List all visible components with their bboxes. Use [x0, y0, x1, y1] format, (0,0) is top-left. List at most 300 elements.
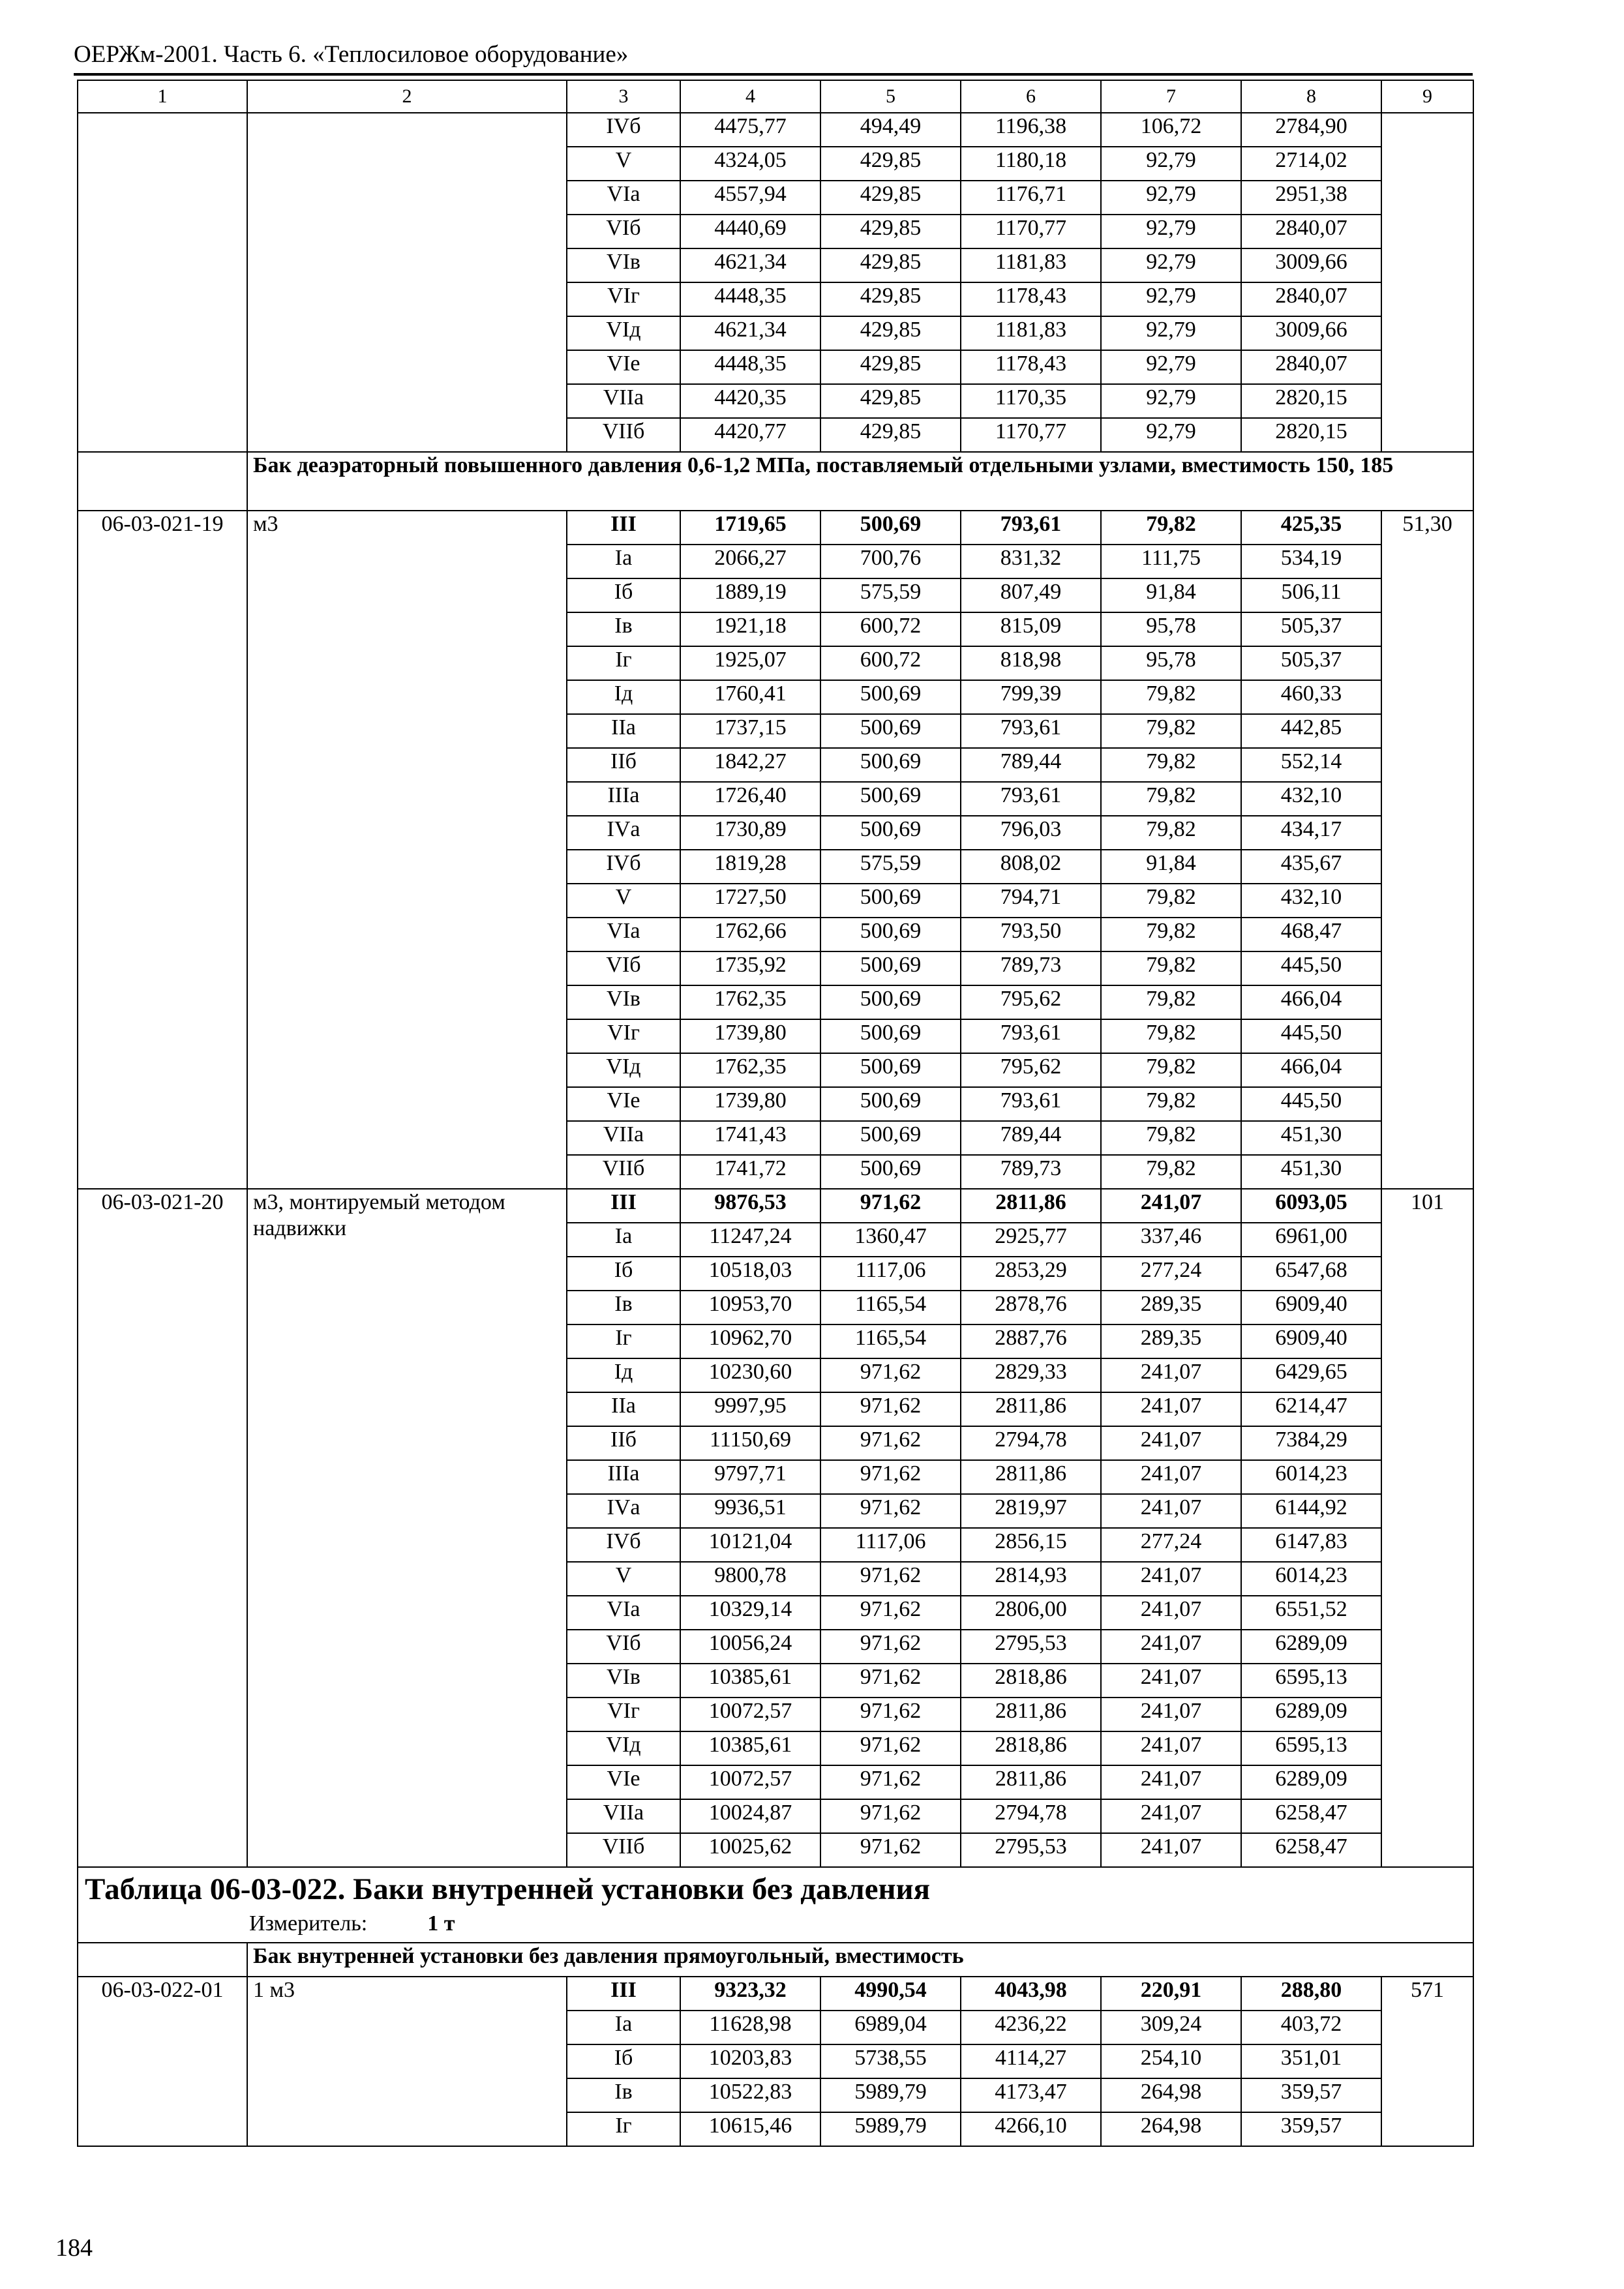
machinist-wages: 254,10 [1101, 2044, 1241, 2078]
zone-code: VIе [567, 350, 680, 384]
zone-code: III [567, 1977, 680, 2011]
materials-cost: 435,67 [1241, 850, 1381, 884]
labor-wages: 429,85 [820, 282, 961, 316]
table-title: Таблица 06-03-022. Баки внутренней установки без давления [78, 1867, 1473, 1911]
zone-code: Iг [567, 646, 680, 680]
materials-cost: 432,10 [1241, 884, 1381, 918]
zone-code: VIIб [567, 418, 680, 452]
labor-wages: 1165,54 [820, 1291, 961, 1324]
machine-cost: 831,32 [961, 545, 1101, 578]
total-cost: 10072,57 [680, 1698, 820, 1731]
machine-cost: 793,50 [961, 918, 1101, 951]
machine-cost: 2811,86 [961, 1460, 1101, 1494]
machinist-wages: 79,82 [1101, 884, 1241, 918]
total-cost: 4420,77 [680, 418, 820, 452]
total-cost: 10056,24 [680, 1630, 820, 1664]
zone-code: VIе [567, 1765, 680, 1799]
machinist-wages: 92,79 [1101, 316, 1241, 350]
labor-wages: 971,62 [820, 1765, 961, 1799]
machinist-wages: 241,07 [1101, 1799, 1241, 1833]
machinist-wages: 79,82 [1101, 680, 1241, 714]
labor-wages: 971,62 [820, 1630, 961, 1664]
labor-wages: 429,85 [820, 181, 961, 215]
labor-wages: 500,69 [820, 816, 961, 850]
machine-cost: 2811,86 [961, 1189, 1101, 1223]
item-mass: 101 [1381, 1189, 1473, 1867]
zone-code: Iа [567, 2011, 680, 2044]
zone-code: VIг [567, 1698, 680, 1731]
column-number-row [78, 80, 1473, 113]
machinist-wages: 79,82 [1101, 782, 1241, 816]
materials-cost: 288,80 [1241, 1977, 1381, 2011]
zone-code: VIа [567, 918, 680, 951]
total-cost: 1741,43 [680, 1121, 820, 1155]
machine-cost: 807,49 [961, 578, 1101, 612]
total-cost: 2066,27 [680, 545, 820, 578]
zone-code: VIд [567, 1731, 680, 1765]
machine-cost: 789,44 [961, 1121, 1101, 1155]
machinist-wages: 79,82 [1101, 714, 1241, 748]
materials-cost: 466,04 [1241, 985, 1381, 1019]
machine-cost: 1180,18 [961, 147, 1101, 181]
total-cost: 9323,32 [680, 1977, 820, 2011]
empty-mass-cell [1381, 113, 1473, 452]
machinist-wages: 91,84 [1101, 578, 1241, 612]
total-cost: 10329,14 [680, 1596, 820, 1630]
labor-wages: 5738,55 [820, 2044, 961, 2078]
empty-code-cell [78, 113, 247, 452]
labor-wages: 5989,79 [820, 2078, 961, 2112]
zone-code: VIв [567, 1664, 680, 1698]
materials-cost: 6909,40 [1241, 1291, 1381, 1324]
item-20-row [78, 1189, 1473, 1223]
materials-cost: 451,30 [1241, 1155, 1381, 1189]
machine-cost: 1170,35 [961, 384, 1101, 418]
labor-wages: 500,69 [820, 748, 961, 782]
machinist-wages: 92,79 [1101, 282, 1241, 316]
zone-code: Iд [567, 680, 680, 714]
zone-code: VIIа [567, 1799, 680, 1833]
machinist-wages: 79,82 [1101, 1155, 1241, 1189]
total-cost: 10385,61 [680, 1664, 820, 1698]
measure-cell [78, 1911, 1473, 1943]
total-cost: 10522,83 [680, 2078, 820, 2112]
total-cost: 4448,35 [680, 350, 820, 384]
section-spacer-cell [78, 452, 247, 511]
total-cost: 1730,89 [680, 816, 820, 850]
labor-wages: 971,62 [820, 1392, 961, 1426]
machinist-wages: 92,79 [1101, 215, 1241, 248]
labor-wages: 1360,47 [820, 1223, 961, 1257]
machine-cost: 793,61 [961, 511, 1101, 545]
item-code: 06-03-021-19 [78, 511, 247, 1189]
machinist-wages: 241,07 [1101, 1358, 1241, 1392]
labor-wages: 429,85 [820, 316, 961, 350]
machine-cost: 4266,10 [961, 2112, 1101, 2146]
total-cost: 1889,19 [680, 578, 820, 612]
materials-cost: 6014,23 [1241, 1562, 1381, 1596]
column-number: 4 [680, 80, 820, 113]
labor-wages: 500,69 [820, 1087, 961, 1121]
materials-cost: 445,50 [1241, 1019, 1381, 1053]
zone-code: IVб [567, 113, 680, 147]
machine-cost: 2794,78 [961, 1426, 1101, 1460]
labor-wages: 971,62 [820, 1426, 961, 1460]
machine-cost: 2887,76 [961, 1324, 1101, 1358]
machine-cost: 1181,83 [961, 316, 1101, 350]
materials-cost: 6014,23 [1241, 1460, 1381, 1494]
materials-cost: 2784,90 [1241, 113, 1381, 147]
machinist-wages: 241,07 [1101, 1460, 1241, 1494]
total-cost: 10962,70 [680, 1324, 820, 1358]
labor-wages: 429,85 [820, 418, 961, 452]
total-cost: 9936,51 [680, 1494, 820, 1528]
total-cost: 1762,35 [680, 1053, 820, 1087]
machinist-wages: 79,82 [1101, 1121, 1241, 1155]
zone-code: IIIа [567, 782, 680, 816]
zone-code: V [567, 1562, 680, 1596]
zone-code: VIд [567, 1053, 680, 1087]
total-cost: 1925,07 [680, 646, 820, 680]
machinist-wages: 91,84 [1101, 850, 1241, 884]
machine-cost: 2853,29 [961, 1257, 1101, 1291]
materials-cost: 451,30 [1241, 1121, 1381, 1155]
total-cost: 10953,70 [680, 1291, 820, 1324]
zone-code: VIд [567, 316, 680, 350]
zone-code: Iб [567, 2044, 680, 2078]
machine-cost: 793,61 [961, 714, 1101, 748]
machinist-wages: 79,82 [1101, 511, 1241, 545]
machine-cost: 1196,38 [961, 113, 1101, 147]
total-cost: 1739,80 [680, 1087, 820, 1121]
labor-wages: 500,69 [820, 1155, 961, 1189]
labor-wages: 971,62 [820, 1189, 961, 1223]
materials-cost: 351,01 [1241, 2044, 1381, 2078]
machine-cost: 2925,77 [961, 1223, 1101, 1257]
machinist-wages: 241,07 [1101, 1189, 1241, 1223]
total-cost: 9997,95 [680, 1392, 820, 1426]
machine-cost: 2806,00 [961, 1596, 1101, 1630]
total-cost: 11247,24 [680, 1223, 820, 1257]
total-cost: 1842,27 [680, 748, 820, 782]
labor-wages: 500,69 [820, 985, 961, 1019]
materials-cost: 6258,47 [1241, 1799, 1381, 1833]
materials-cost: 403,72 [1241, 2011, 1381, 2044]
total-cost: 1762,66 [680, 918, 820, 951]
total-cost: 4621,34 [680, 316, 820, 350]
total-cost: 10024,87 [680, 1799, 820, 1833]
materials-cost: 6961,00 [1241, 1223, 1381, 1257]
machine-cost: 789,73 [961, 1155, 1101, 1189]
machine-cost: 793,61 [961, 782, 1101, 816]
labor-wages: 500,69 [820, 1121, 961, 1155]
total-cost: 10615,46 [680, 2112, 820, 2146]
machinist-wages: 111,75 [1101, 545, 1241, 578]
zone-code: Iд [567, 1358, 680, 1392]
materials-cost: 466,04 [1241, 1053, 1381, 1087]
machine-cost: 4043,98 [961, 1977, 1101, 2011]
total-cost: 10203,83 [680, 2044, 820, 2078]
total-cost: 4621,34 [680, 248, 820, 282]
labor-wages: 971,62 [820, 1731, 961, 1765]
zone-code: Iб [567, 1257, 680, 1291]
labor-wages: 429,85 [820, 384, 961, 418]
labor-wages: 700,76 [820, 545, 961, 578]
machine-cost: 793,61 [961, 1019, 1101, 1053]
labor-wages: 971,62 [820, 1596, 961, 1630]
machine-cost: 4173,47 [961, 2078, 1101, 2112]
labor-wages: 971,62 [820, 1799, 961, 1833]
total-cost: 4448,35 [680, 282, 820, 316]
machinist-wages: 264,98 [1101, 2078, 1241, 2112]
machinist-wages: 241,07 [1101, 1731, 1241, 1765]
materials-cost: 6289,09 [1241, 1765, 1381, 1799]
machine-cost: 2811,86 [961, 1392, 1101, 1426]
total-cost: 10230,60 [680, 1358, 820, 1392]
labor-wages: 500,69 [820, 918, 961, 951]
labor-wages: 429,85 [820, 147, 961, 181]
section-heading: Бак деаэраторный повышенного давления 0,6-1,2 МПа, поставляемый отдельными узлами, вместимость 150, 185 [247, 452, 1473, 511]
machinist-wages: 289,35 [1101, 1324, 1241, 1358]
machine-cost: 2794,78 [961, 1799, 1101, 1833]
labor-wages: 575,59 [820, 578, 961, 612]
total-cost: 1727,50 [680, 884, 820, 918]
machinist-wages: 95,78 [1101, 612, 1241, 646]
materials-cost: 6595,13 [1241, 1664, 1381, 1698]
total-cost: 10121,04 [680, 1528, 820, 1562]
total-cost: 1741,72 [680, 1155, 820, 1189]
machinist-wages: 79,82 [1101, 1087, 1241, 1121]
zone-code: VIIа [567, 1121, 680, 1155]
section-spacer-cell [78, 1943, 247, 1977]
zone-code: IIа [567, 1392, 680, 1426]
machinist-wages: 92,79 [1101, 384, 1241, 418]
labor-wages: 500,69 [820, 884, 961, 918]
total-cost: 4324,05 [680, 147, 820, 181]
machinist-wages: 92,79 [1101, 248, 1241, 282]
materials-cost: 6595,13 [1241, 1731, 1381, 1765]
machinist-wages: 79,82 [1101, 1053, 1241, 1087]
machine-cost: 1170,77 [961, 215, 1101, 248]
zone-code: IIб [567, 748, 680, 782]
machine-cost: 2819,97 [961, 1494, 1101, 1528]
labor-wages: 500,69 [820, 680, 961, 714]
total-cost: 10385,61 [680, 1731, 820, 1765]
machinist-wages: 95,78 [1101, 646, 1241, 680]
machine-cost: 2811,86 [961, 1765, 1101, 1799]
measure-value: 1 т [427, 1911, 455, 1936]
materials-cost: 506,11 [1241, 578, 1381, 612]
materials-cost: 468,47 [1241, 918, 1381, 951]
machine-cost: 2878,76 [961, 1291, 1101, 1324]
machinist-wages: 289,35 [1101, 1291, 1241, 1324]
zone-code: VIб [567, 951, 680, 985]
materials-cost: 552,14 [1241, 748, 1381, 782]
zone-code: Iв [567, 2078, 680, 2112]
materials-cost: 6547,68 [1241, 1257, 1381, 1291]
machine-cost: 1178,43 [961, 350, 1101, 384]
labor-wages: 971,62 [820, 1358, 961, 1392]
total-cost: 4420,35 [680, 384, 820, 418]
machinist-wages: 79,82 [1101, 918, 1241, 951]
item-code: 06-03-021-20 [78, 1189, 247, 1867]
machinist-wages: 241,07 [1101, 1698, 1241, 1731]
zone-code: VIIа [567, 384, 680, 418]
machinist-wages: 79,82 [1101, 748, 1241, 782]
item-name: м3, монтируемый методом надвижки [247, 1189, 567, 1867]
machinist-wages: 277,24 [1101, 1257, 1241, 1291]
materials-cost: 359,57 [1241, 2112, 1381, 2146]
column-number: 5 [820, 80, 961, 113]
total-cost: 9876,53 [680, 1189, 820, 1223]
column-number: 3 [567, 80, 680, 113]
materials-cost: 2840,07 [1241, 282, 1381, 316]
labor-wages: 971,62 [820, 1664, 961, 1698]
labor-wages: 429,85 [820, 350, 961, 384]
machinist-wages: 241,07 [1101, 1765, 1241, 1799]
zone-code: IVа [567, 1494, 680, 1528]
total-cost: 9797,71 [680, 1460, 820, 1494]
column-number: 7 [1101, 80, 1241, 113]
machine-cost: 2856,15 [961, 1528, 1101, 1562]
header-rule [74, 73, 1473, 76]
materials-cost: 505,37 [1241, 646, 1381, 680]
total-cost: 1762,35 [680, 985, 820, 1019]
zone-code: IIа [567, 714, 680, 748]
labor-wages: 429,85 [820, 248, 961, 282]
machine-cost: 2818,86 [961, 1664, 1101, 1698]
materials-cost: 2820,15 [1241, 384, 1381, 418]
materials-cost: 6258,47 [1241, 1833, 1381, 1867]
empty-name-cell [247, 113, 567, 452]
zone-code: VIIб [567, 1833, 680, 1867]
column-number: 8 [1241, 80, 1381, 113]
machinist-wages: 79,82 [1101, 816, 1241, 850]
zone-code: IIб [567, 1426, 680, 1460]
total-cost: 9800,78 [680, 1562, 820, 1596]
machinist-wages: 79,82 [1101, 1019, 1241, 1053]
machine-cost: 818,98 [961, 646, 1101, 680]
total-cost: 1760,41 [680, 680, 820, 714]
machine-cost: 795,62 [961, 1053, 1101, 1087]
labor-wages: 500,69 [820, 951, 961, 985]
zone-code: VIг [567, 282, 680, 316]
machine-cost: 2811,86 [961, 1698, 1101, 1731]
materials-cost: 505,37 [1241, 612, 1381, 646]
item-name: 1 м3 [247, 1977, 567, 2146]
total-cost: 10025,62 [680, 1833, 820, 1867]
machine-cost: 796,03 [961, 816, 1101, 850]
materials-cost: 6289,09 [1241, 1698, 1381, 1731]
total-cost: 10072,57 [680, 1765, 820, 1799]
machinist-wages: 277,24 [1101, 1528, 1241, 1562]
machinist-wages: 106,72 [1101, 113, 1241, 147]
column-number: 2 [247, 80, 567, 113]
machinist-wages: 241,07 [1101, 1630, 1241, 1664]
measure-row [78, 1911, 1473, 1943]
total-cost: 1739,80 [680, 1019, 820, 1053]
machine-cost: 2818,86 [961, 1731, 1101, 1765]
zone-code: Iа [567, 1223, 680, 1257]
page-header-title: ОЕРЖм-2001. Часть 6. «Теплосиловое оборудование» [74, 41, 629, 68]
zone-code: VIв [567, 985, 680, 1019]
zone-code: IVа [567, 816, 680, 850]
materials-cost: 442,85 [1241, 714, 1381, 748]
machine-cost: 1178,43 [961, 282, 1101, 316]
machine-cost: 789,73 [961, 951, 1101, 985]
labor-wages: 971,62 [820, 1698, 961, 1731]
materials-cost: 6093,05 [1241, 1189, 1381, 1223]
machine-cost: 1170,77 [961, 418, 1101, 452]
machinist-wages: 92,79 [1101, 418, 1241, 452]
machinist-wages: 92,79 [1101, 181, 1241, 215]
zone-code: IVб [567, 850, 680, 884]
labor-wages: 494,49 [820, 113, 961, 147]
materials-cost: 2951,38 [1241, 181, 1381, 215]
materials-cost: 445,50 [1241, 951, 1381, 985]
machine-cost: 2829,33 [961, 1358, 1101, 1392]
item-mass: 571 [1381, 1977, 1473, 2146]
item-mass: 51,30 [1381, 511, 1473, 1189]
labor-wages: 1165,54 [820, 1324, 961, 1358]
total-cost: 1719,65 [680, 511, 820, 545]
materials-cost: 6214,47 [1241, 1392, 1381, 1426]
zone-code: VIIб [567, 1155, 680, 1189]
machine-cost: 789,44 [961, 748, 1101, 782]
zone-code: V [567, 884, 680, 918]
materials-cost: 6909,40 [1241, 1324, 1381, 1358]
total-cost: 11628,98 [680, 2011, 820, 2044]
zone-code: VIг [567, 1019, 680, 1053]
zone-code: VIа [567, 1596, 680, 1630]
machinist-wages: 92,79 [1101, 147, 1241, 181]
column-number: 9 [1381, 80, 1473, 113]
labor-wages: 971,62 [820, 1833, 961, 1867]
machinist-wages: 220,91 [1101, 1977, 1241, 2011]
zone-code: Iг [567, 2112, 680, 2146]
labor-wages: 575,59 [820, 850, 961, 884]
machinist-wages: 241,07 [1101, 1562, 1241, 1596]
labor-wages: 4990,54 [820, 1977, 961, 2011]
labor-wages: 1117,06 [820, 1257, 961, 1291]
zone-code: Iг [567, 1324, 680, 1358]
total-cost: 1819,28 [680, 850, 820, 884]
zone-code: V [567, 147, 680, 181]
materials-cost: 2820,15 [1241, 418, 1381, 452]
machine-cost: 4114,27 [961, 2044, 1101, 2078]
section-heading: Бак внутренней установки без давления прямоугольный, вместимость [247, 1943, 1473, 1977]
item-code: 06-03-022-01 [78, 1977, 247, 2146]
materials-cost: 445,50 [1241, 1087, 1381, 1121]
total-cost: 1726,40 [680, 782, 820, 816]
labor-wages: 600,72 [820, 646, 961, 680]
labor-wages: 500,69 [820, 511, 961, 545]
machine-cost: 4236,22 [961, 2011, 1101, 2044]
machine-cost: 795,62 [961, 985, 1101, 1019]
machinist-wages: 79,82 [1101, 951, 1241, 985]
zone-code: VIб [567, 215, 680, 248]
zone-code: VIв [567, 248, 680, 282]
page-number: 184 [55, 2234, 93, 2262]
machinist-wages: 79,82 [1101, 985, 1241, 1019]
total-cost: 1921,18 [680, 612, 820, 646]
total-cost: 4557,94 [680, 181, 820, 215]
materials-cost: 6551,52 [1241, 1596, 1381, 1630]
materials-cost: 3009,66 [1241, 248, 1381, 282]
item-name: м3 [247, 511, 567, 1189]
zone-code: VIб [567, 1630, 680, 1664]
rates-table [77, 80, 1474, 2147]
